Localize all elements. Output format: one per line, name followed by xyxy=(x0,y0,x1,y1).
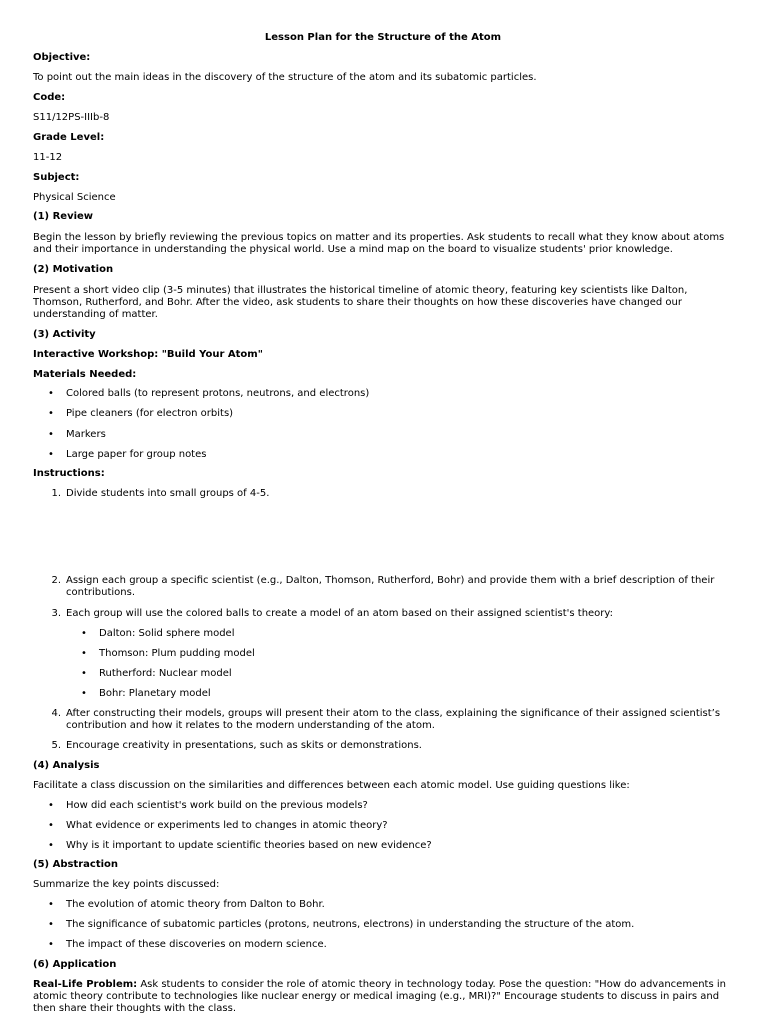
list-item: 4. After constructing their models, groups will present their atom to the class, explaining the significance of their assigned scientist’s xyxy=(33,708,766,720)
grade-level-label: Grade Level: xyxy=(33,132,105,143)
subject-text: Physical Science xyxy=(33,192,116,203)
list-item: • Bohr: Planetary model xyxy=(81,688,211,699)
bullet-icon: • xyxy=(48,820,54,831)
list-item: • What evidence or experiments led to changes in atomic theory? xyxy=(48,820,388,831)
list-item: • Pipe cleaners (for electron orbits) xyxy=(48,408,234,419)
objective-text: To point out the main ideas in the discovery of the structure of the atom and its subatomic particles. xyxy=(33,72,537,83)
list-item: 5. Encourage creativity in presentations, such as skits or demonstrations. xyxy=(33,740,766,752)
review-line-2: and their importance in understanding the physical world. Use a mind map on the board to visualize students' prior knowledge. xyxy=(33,244,673,255)
analysis-intro: Facilitate a class discussion on the similarities and differences between each atomic model. Use guiding questions like: xyxy=(33,780,630,791)
abstraction-heading: (5) Abstraction xyxy=(33,859,119,870)
analysis-heading: (4) Analysis xyxy=(33,760,100,771)
bullet-icon: • xyxy=(48,919,54,930)
review-heading: (1) Review xyxy=(33,211,94,222)
list-item: 1. Divide students into small groups of 4-5. xyxy=(33,488,766,500)
list-item: • Thomson: Plum pudding model xyxy=(81,648,255,659)
grade-level-text: 11-12 xyxy=(33,152,63,163)
application-line-2: atomic theory contribute to technologies like nuclear energy or medical imaging (e.g., MRI)?" Encourage students to discuss in pairs and xyxy=(33,991,720,1002)
list-item: • Why is it important to update scientific theories based on new evidence? xyxy=(48,840,432,851)
list-item: • The impact of these discoveries on modern science. xyxy=(48,939,327,950)
instructions-label: Instructions: xyxy=(33,468,105,479)
list-item: • Colored balls (to represent protons, neutrons, and electrons) xyxy=(48,388,370,399)
list-item: • The evolution of atomic theory from Dalton to Bohr. xyxy=(48,899,325,910)
code-text: S11/12PS-IIIb-8 xyxy=(33,112,110,123)
list-number: 4. xyxy=(51,708,61,719)
list-item: • Rutherford: Nuclear model xyxy=(81,668,232,679)
activity-heading: (3) Activity xyxy=(33,329,96,340)
bullet-icon: • xyxy=(81,648,87,659)
list-number: 3. xyxy=(51,608,61,619)
objective-label: Objective: xyxy=(33,52,91,63)
review-line-1: Begin the lesson by briefly reviewing the previous topics on matter and its properties. Ask students to recall what they know about atoms xyxy=(33,232,725,243)
bullet-icon: • xyxy=(48,429,54,440)
bullet-icon: • xyxy=(81,668,87,679)
code-label: Code: xyxy=(33,92,66,103)
bullet-icon: • xyxy=(48,388,54,399)
application-line-1: Real-Life Problem: Ask students to consider the role of atomic theory in technology today. Pose the question: "How do advancements in xyxy=(33,979,726,990)
list-item-continuation: contributions. xyxy=(66,587,135,598)
bullet-icon: • xyxy=(81,628,87,639)
list-item: 2. Assign each group a specific scientist (e.g., Dalton, Thomson, Rutherford, Bohr) and provide them with a brief description of their xyxy=(33,575,766,587)
list-item: • How did each scientist's work build on the previous models? xyxy=(48,800,368,811)
application-heading: (6) Application xyxy=(33,959,117,970)
bullet-icon: • xyxy=(48,800,54,811)
bullet-icon: • xyxy=(48,899,54,910)
subject-label: Subject: xyxy=(33,172,80,183)
list-number: 1. xyxy=(51,488,61,499)
bullet-icon: • xyxy=(48,939,54,950)
real-life-problem-label: Real-Life Problem: xyxy=(33,979,138,990)
bullet-icon: • xyxy=(48,840,54,851)
bullet-icon: • xyxy=(48,408,54,419)
motivation-line-1: Present a short video clip (3-5 minutes) that illustrates the historical timeline of atomic theory, featuring key scientists like Dalton, xyxy=(33,285,688,296)
list-item: • The significance of subatomic particles (protons, neutrons, electrons) in understanding the structure of the atom. xyxy=(48,919,635,930)
list-number: 5. xyxy=(51,740,61,751)
list-item: • Markers xyxy=(48,429,106,440)
motivation-line-3: understanding of matter. xyxy=(33,309,158,320)
list-item-continuation: contribution and how it relates to the modern understanding of the atom. xyxy=(66,720,435,731)
abstraction-intro: Summarize the key points discussed: xyxy=(33,879,220,890)
list-item: 3. Each group will use the colored balls to create a model of an atom based on their assigned scientist's theory: xyxy=(33,608,766,620)
bullet-icon: • xyxy=(81,688,87,699)
bullet-icon: • xyxy=(48,449,54,460)
list-item: • Dalton: Solid sphere model xyxy=(81,628,235,639)
page-title: Lesson Plan for the Structure of the Atom xyxy=(264,32,502,43)
materials-label: Materials Needed: xyxy=(33,369,137,380)
workshop-title: Interactive Workshop: "Build Your Atom" xyxy=(33,349,263,360)
list-item: • Large paper for group notes xyxy=(48,449,207,460)
list-number: 2. xyxy=(51,575,61,586)
application-line-3: then share their thoughts with the class. xyxy=(33,1003,237,1014)
motivation-heading: (2) Motivation xyxy=(33,264,114,275)
motivation-line-2: Thomson, Rutherford, and Bohr. After the video, ask students to share their thoughts on how these discoveries have changed our xyxy=(33,297,682,308)
